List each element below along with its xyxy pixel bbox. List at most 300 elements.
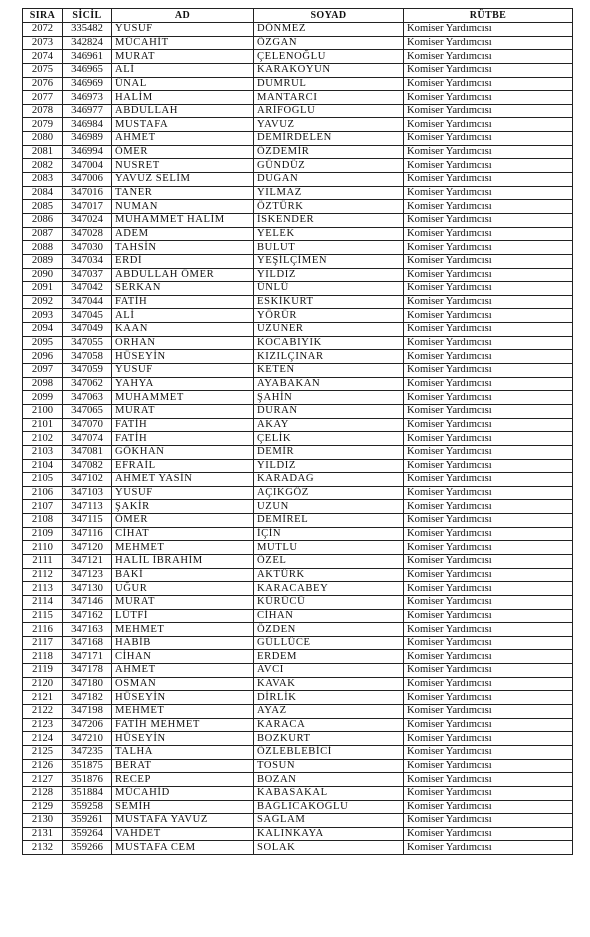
cell-sira: 2128	[23, 786, 63, 800]
cell-rutbe: Komiser Yardımcısı	[404, 63, 573, 77]
cell-ad: ABDULLAH	[112, 104, 254, 118]
cell-soyad: İSKENDER	[254, 213, 404, 227]
cell-ad: RECEP	[112, 773, 254, 787]
cell-soyad: ÖZDEMİR	[254, 145, 404, 159]
cell-soyad: DURAN	[254, 404, 404, 418]
cell-ad: TANER	[112, 186, 254, 200]
cell-rutbe: Komiser Yardımcısı	[404, 145, 573, 159]
cell-rutbe: Komiser Yardımcısı	[404, 336, 573, 350]
cell-soyad: KAVAK	[254, 677, 404, 691]
cell-ad: YAVUZ SELİM	[112, 173, 254, 187]
table-row	[23, 336, 573, 350]
cell-sira: 2087	[23, 227, 63, 241]
cell-ad: FATİH	[112, 418, 254, 432]
cell-ad: UĞUR	[112, 582, 254, 596]
table-row	[23, 63, 573, 77]
cell-rutbe: Komiser Yardımcısı	[404, 745, 573, 759]
cell-sira: 2076	[23, 77, 63, 91]
cell-sira: 2105	[23, 473, 63, 487]
table-row	[23, 254, 573, 268]
cell-soyad: AKTÜRK	[254, 568, 404, 582]
cell-soyad: KARAKOYUN	[254, 63, 404, 77]
cell-soyad: GÜLLÜCE	[254, 636, 404, 650]
cell-rutbe: Komiser Yardımcısı	[404, 814, 573, 828]
cell-ad: NUSRET	[112, 159, 254, 173]
table-row	[23, 404, 573, 418]
cell-sicil: 346989	[63, 132, 112, 146]
cell-ad: MUSTAFA CEM	[112, 841, 254, 855]
cell-rutbe: Komiser Yardımcısı	[404, 241, 573, 255]
cell-rutbe: Komiser Yardımcısı	[404, 404, 573, 418]
cell-sira: 2121	[23, 691, 63, 705]
cell-sicil: 347028	[63, 227, 112, 241]
cell-sicil: 347081	[63, 445, 112, 459]
cell-rutbe: Komiser Yardımcısı	[404, 364, 573, 378]
cell-sira: 2080	[23, 132, 63, 146]
cell-sira: 2098	[23, 377, 63, 391]
cell-sicil: 347163	[63, 623, 112, 637]
cell-ad: ORHAN	[112, 336, 254, 350]
cell-sira: 2075	[23, 63, 63, 77]
table-row	[23, 677, 573, 691]
cell-soyad: TOSUN	[254, 759, 404, 773]
cell-sira: 2111	[23, 554, 63, 568]
cell-rutbe: Komiser Yardımcısı	[404, 445, 573, 459]
cell-soyad: İÇİN	[254, 527, 404, 541]
cell-rutbe: Komiser Yardımcısı	[404, 609, 573, 623]
table-row	[23, 636, 573, 650]
cell-ad: ÖMER	[112, 514, 254, 528]
cell-soyad: ÇELİK	[254, 432, 404, 446]
cell-soyad: ÇELENOĞLU	[254, 50, 404, 64]
cell-rutbe: Komiser Yardımcısı	[404, 705, 573, 719]
cell-rutbe: Komiser Yardımcısı	[404, 91, 573, 105]
table-body	[23, 23, 573, 855]
cell-sicil: 351876	[63, 773, 112, 787]
table-row	[23, 514, 573, 528]
table-row	[23, 132, 573, 146]
table-row	[23, 213, 573, 227]
table-row	[23, 773, 573, 787]
cell-rutbe: Komiser Yardımcısı	[404, 23, 573, 37]
cell-soyad: AÇIKGÖZ	[254, 486, 404, 500]
table-row	[23, 282, 573, 296]
table-row	[23, 295, 573, 309]
cell-ad: FATİH	[112, 432, 254, 446]
cell-soyad: KÜRÜCÜ	[254, 595, 404, 609]
cell-ad: YAHYA	[112, 377, 254, 391]
cell-ad: MURAT	[112, 404, 254, 418]
cell-rutbe: Komiser Yardımcısı	[404, 173, 573, 187]
table-row	[23, 77, 573, 91]
cell-ad: MÜCAHİD	[112, 786, 254, 800]
cell-ad: FATİH MEHMET	[112, 718, 254, 732]
table-row	[23, 268, 573, 282]
cell-soyad: AVCI	[254, 664, 404, 678]
cell-ad: SEMİH	[112, 800, 254, 814]
cell-rutbe: Komiser Yardımcısı	[404, 568, 573, 582]
cell-sicil: 347120	[63, 541, 112, 555]
cell-sira: 2088	[23, 241, 63, 255]
cell-sicil: 347034	[63, 254, 112, 268]
table-row	[23, 91, 573, 105]
cell-sicil: 346969	[63, 77, 112, 91]
cell-ad: GÖKHAN	[112, 445, 254, 459]
cell-rutbe: Komiser Yardımcısı	[404, 459, 573, 473]
table-row	[23, 145, 573, 159]
cell-sicil: 359266	[63, 841, 112, 855]
cell-sira: 2100	[23, 404, 63, 418]
cell-ad: MEHMET	[112, 623, 254, 637]
cell-sira: 2095	[23, 336, 63, 350]
cell-sicil: 335482	[63, 23, 112, 37]
cell-sira: 2096	[23, 350, 63, 364]
cell-soyad: YILDIZ	[254, 268, 404, 282]
cell-sira: 2101	[23, 418, 63, 432]
table-row	[23, 595, 573, 609]
cell-ad: ALİ	[112, 309, 254, 323]
cell-ad: ALİ	[112, 63, 254, 77]
table-header	[23, 9, 573, 23]
table-row	[23, 391, 573, 405]
cell-soyad: BAĞLICAKOĞLU	[254, 800, 404, 814]
cell-rutbe: Komiser Yardımcısı	[404, 350, 573, 364]
cell-sicil: 359264	[63, 827, 112, 841]
cell-sicil: 347030	[63, 241, 112, 255]
cell-soyad: DEMİR	[254, 445, 404, 459]
cell-sicil: 359261	[63, 814, 112, 828]
cell-soyad: MUTLU	[254, 541, 404, 555]
cell-sira: 2131	[23, 827, 63, 841]
cell-sira: 2109	[23, 527, 63, 541]
cell-ad: MÜCAHİT	[112, 36, 254, 50]
cell-soyad: DEMİREL	[254, 514, 404, 528]
cell-sira: 2103	[23, 445, 63, 459]
cell-sicil: 359258	[63, 800, 112, 814]
header-row	[23, 9, 573, 23]
table-row	[23, 623, 573, 637]
cell-sira: 2097	[23, 364, 63, 378]
cell-sicil: 347171	[63, 650, 112, 664]
cell-ad: MUHAMMET HALİM	[112, 213, 254, 227]
table-row	[23, 173, 573, 187]
cell-rutbe: Komiser Yardımcısı	[404, 732, 573, 746]
table-row	[23, 827, 573, 841]
cell-sicil: 342824	[63, 36, 112, 50]
cell-rutbe: Komiser Yardımcısı	[404, 118, 573, 132]
cell-soyad: BOZAN	[254, 773, 404, 787]
cell-soyad: AKAY	[254, 418, 404, 432]
cell-ad: MEHMET	[112, 541, 254, 555]
cell-sira: 2117	[23, 636, 63, 650]
cell-rutbe: Komiser Yardımcısı	[404, 486, 573, 500]
cell-sira: 2094	[23, 323, 63, 337]
cell-sira: 2102	[23, 432, 63, 446]
cell-soyad: DÖNMEZ	[254, 23, 404, 37]
cell-sira: 2104	[23, 459, 63, 473]
table-row	[23, 364, 573, 378]
cell-sicil: 347042	[63, 282, 112, 296]
cell-soyad: ÖZTÜRK	[254, 200, 404, 214]
cell-sira: 2072	[23, 23, 63, 37]
cell-rutbe: Komiser Yardımcısı	[404, 159, 573, 173]
cell-rutbe: Komiser Yardımcısı	[404, 691, 573, 705]
cell-soyad: MANTARCI	[254, 91, 404, 105]
cell-rutbe: Komiser Yardımcısı	[404, 200, 573, 214]
cell-rutbe: Komiser Yardımcısı	[404, 827, 573, 841]
table-row	[23, 691, 573, 705]
cell-sicil: 347210	[63, 732, 112, 746]
cell-ad: BERAT	[112, 759, 254, 773]
cell-ad: LÜTFİ	[112, 609, 254, 623]
cell-rutbe: Komiser Yardımcısı	[404, 391, 573, 405]
cell-ad: MURAT	[112, 595, 254, 609]
cell-sicil: 347017	[63, 200, 112, 214]
table-row	[23, 609, 573, 623]
cell-soyad: ERDEM	[254, 650, 404, 664]
cell-ad: HÜSEYİN	[112, 350, 254, 364]
cell-sicil: 347206	[63, 718, 112, 732]
cell-sira: 2082	[23, 159, 63, 173]
cell-sicil: 347024	[63, 213, 112, 227]
cell-rutbe: Komiser Yardımcısı	[404, 664, 573, 678]
cell-ad: TALHA	[112, 745, 254, 759]
cell-sicil: 347113	[63, 500, 112, 514]
cell-ad: FATİH	[112, 295, 254, 309]
cell-rutbe: Komiser Yardımcısı	[404, 773, 573, 787]
cell-sicil: 347049	[63, 323, 112, 337]
cell-ad: ÜNAL	[112, 77, 254, 91]
cell-sicil: 347162	[63, 609, 112, 623]
cell-soyad: CİHAN	[254, 609, 404, 623]
table-row	[23, 664, 573, 678]
header-soyad: SOYAD	[254, 9, 404, 23]
table-row	[23, 459, 573, 473]
cell-ad: ŞAKİR	[112, 500, 254, 514]
cell-sira: 2081	[23, 145, 63, 159]
cell-ad: AHMET	[112, 132, 254, 146]
cell-soyad: SAĞLAM	[254, 814, 404, 828]
cell-soyad: ÜNLÜ	[254, 282, 404, 296]
cell-sicil: 347115	[63, 514, 112, 528]
cell-sicil: 347016	[63, 186, 112, 200]
table-row	[23, 418, 573, 432]
cell-sicil: 347082	[63, 459, 112, 473]
cell-ad: CİHAN	[112, 650, 254, 664]
table-row	[23, 732, 573, 746]
table-row	[23, 500, 573, 514]
cell-sicil: 346965	[63, 63, 112, 77]
cell-soyad: ÖZDEN	[254, 623, 404, 637]
cell-rutbe: Komiser Yardımcısı	[404, 623, 573, 637]
table-row	[23, 718, 573, 732]
cell-sicil: 347146	[63, 595, 112, 609]
cell-sira: 2122	[23, 705, 63, 719]
cell-ad: MURAT	[112, 50, 254, 64]
cell-rutbe: Komiser Yardımcısı	[404, 541, 573, 555]
cell-soyad: ESKİKURT	[254, 295, 404, 309]
table-row	[23, 159, 573, 173]
cell-rutbe: Komiser Yardımcısı	[404, 636, 573, 650]
cell-ad: YUSUF	[112, 486, 254, 500]
cell-ad: MUSTAFA	[112, 118, 254, 132]
cell-rutbe: Komiser Yardımcısı	[404, 418, 573, 432]
cell-rutbe: Komiser Yardımcısı	[404, 282, 573, 296]
cell-sira: 2090	[23, 268, 63, 282]
cell-soyad: KALINKAYA	[254, 827, 404, 841]
cell-rutbe: Komiser Yardımcısı	[404, 677, 573, 691]
cell-soyad: GÜNDÜZ	[254, 159, 404, 173]
cell-sira: 2126	[23, 759, 63, 773]
cell-rutbe: Komiser Yardımcısı	[404, 104, 573, 118]
cell-soyad: YÖRÜR	[254, 309, 404, 323]
cell-rutbe: Komiser Yardımcısı	[404, 309, 573, 323]
cell-ad: KAAN	[112, 323, 254, 337]
cell-soyad: SOLAK	[254, 841, 404, 855]
cell-ad: AHMET	[112, 664, 254, 678]
table-row	[23, 186, 573, 200]
cell-sira: 2086	[23, 213, 63, 227]
cell-ad: ADEM	[112, 227, 254, 241]
cell-sira: 2085	[23, 200, 63, 214]
cell-sicil: 347198	[63, 705, 112, 719]
cell-rutbe: Komiser Yardımcısı	[404, 718, 573, 732]
cell-sira: 2130	[23, 814, 63, 828]
table-row	[23, 227, 573, 241]
cell-soyad: DUĞAN	[254, 173, 404, 187]
cell-sicil: 347235	[63, 745, 112, 759]
cell-sicil: 347006	[63, 173, 112, 187]
table-row	[23, 241, 573, 255]
table-row	[23, 705, 573, 719]
cell-sira: 2132	[23, 841, 63, 855]
table-row	[23, 841, 573, 855]
table-row	[23, 104, 573, 118]
cell-soyad: KARACABEY	[254, 582, 404, 596]
table-row	[23, 445, 573, 459]
cell-rutbe: Komiser Yardımcısı	[404, 595, 573, 609]
cell-ad: HÜSEYİN	[112, 732, 254, 746]
table-row	[23, 650, 573, 664]
table-row	[23, 582, 573, 596]
cell-soyad: UZUNER	[254, 323, 404, 337]
table-row	[23, 786, 573, 800]
cell-sira: 2074	[23, 50, 63, 64]
cell-soyad: KARADAĞ	[254, 473, 404, 487]
cell-rutbe: Komiser Yardımcısı	[404, 254, 573, 268]
cell-sira: 2114	[23, 595, 63, 609]
cell-soyad: DUMRUL	[254, 77, 404, 91]
cell-ad: ÖMER	[112, 145, 254, 159]
table-row	[23, 745, 573, 759]
cell-sira: 2079	[23, 118, 63, 132]
cell-rutbe: Komiser Yardımcısı	[404, 473, 573, 487]
cell-sira: 2089	[23, 254, 63, 268]
table-row	[23, 50, 573, 64]
cell-ad: NUMAN	[112, 200, 254, 214]
cell-rutbe: Komiser Yardımcısı	[404, 377, 573, 391]
table-row	[23, 200, 573, 214]
cell-rutbe: Komiser Yardımcısı	[404, 432, 573, 446]
cell-sicil: 347063	[63, 391, 112, 405]
cell-sira: 2107	[23, 500, 63, 514]
cell-soyad: BOZKURT	[254, 732, 404, 746]
cell-sira: 2120	[23, 677, 63, 691]
cell-rutbe: Komiser Yardımcısı	[404, 759, 573, 773]
cell-soyad: YELEK	[254, 227, 404, 241]
cell-ad: ERDİ	[112, 254, 254, 268]
cell-sira: 2073	[23, 36, 63, 50]
cell-ad: YUSUF	[112, 364, 254, 378]
cell-rutbe: Komiser Yardımcısı	[404, 295, 573, 309]
cell-ad: ABDULLAH ÖMER	[112, 268, 254, 282]
cell-sicil: 347004	[63, 159, 112, 173]
cell-sicil: 347055	[63, 336, 112, 350]
personnel-table	[22, 8, 573, 855]
cell-sicil: 347102	[63, 473, 112, 487]
table-row	[23, 527, 573, 541]
cell-sicil: 347103	[63, 486, 112, 500]
header-ad: AD	[112, 9, 254, 23]
cell-rutbe: Komiser Yardımcısı	[404, 650, 573, 664]
table-row	[23, 23, 573, 37]
cell-sira: 2125	[23, 745, 63, 759]
header-sira: SIRA	[23, 9, 63, 23]
cell-sira: 2123	[23, 718, 63, 732]
cell-rutbe: Komiser Yardımcısı	[404, 213, 573, 227]
cell-soyad: YAVUZ	[254, 118, 404, 132]
cell-sicil: 346973	[63, 91, 112, 105]
table-row	[23, 350, 573, 364]
table-row	[23, 432, 573, 446]
cell-ad: SERKAN	[112, 282, 254, 296]
cell-rutbe: Komiser Yardımcısı	[404, 268, 573, 282]
table-row	[23, 486, 573, 500]
cell-sicil: 347130	[63, 582, 112, 596]
table-row	[23, 814, 573, 828]
cell-sicil: 347182	[63, 691, 112, 705]
cell-rutbe: Komiser Yardımcısı	[404, 36, 573, 50]
cell-rutbe: Komiser Yardımcısı	[404, 554, 573, 568]
cell-rutbe: Komiser Yardımcısı	[404, 800, 573, 814]
cell-sicil: 347074	[63, 432, 112, 446]
cell-sira: 2108	[23, 514, 63, 528]
cell-sicil: 347065	[63, 404, 112, 418]
cell-sira: 2077	[23, 91, 63, 105]
cell-ad: CİHAT	[112, 527, 254, 541]
cell-rutbe: Komiser Yardımcısı	[404, 323, 573, 337]
cell-soyad: DİRLİK	[254, 691, 404, 705]
cell-ad: HÜSEYİN	[112, 691, 254, 705]
cell-ad: EFRAİL	[112, 459, 254, 473]
table-row	[23, 36, 573, 50]
cell-sira: 2124	[23, 732, 63, 746]
cell-sicil: 347178	[63, 664, 112, 678]
cell-sicil: 347121	[63, 554, 112, 568]
cell-soyad: ÖZLEBLEBİCİ	[254, 745, 404, 759]
cell-sicil: 347058	[63, 350, 112, 364]
cell-sicil: 347168	[63, 636, 112, 650]
cell-sira: 2084	[23, 186, 63, 200]
cell-sicil: 351884	[63, 786, 112, 800]
cell-rutbe: Komiser Yardımcısı	[404, 841, 573, 855]
cell-soyad: KARACA	[254, 718, 404, 732]
cell-ad: TAHSİN	[112, 241, 254, 255]
cell-rutbe: Komiser Yardımcısı	[404, 77, 573, 91]
cell-soyad: UZUN	[254, 500, 404, 514]
cell-sira: 2113	[23, 582, 63, 596]
cell-rutbe: Komiser Yardımcısı	[404, 186, 573, 200]
